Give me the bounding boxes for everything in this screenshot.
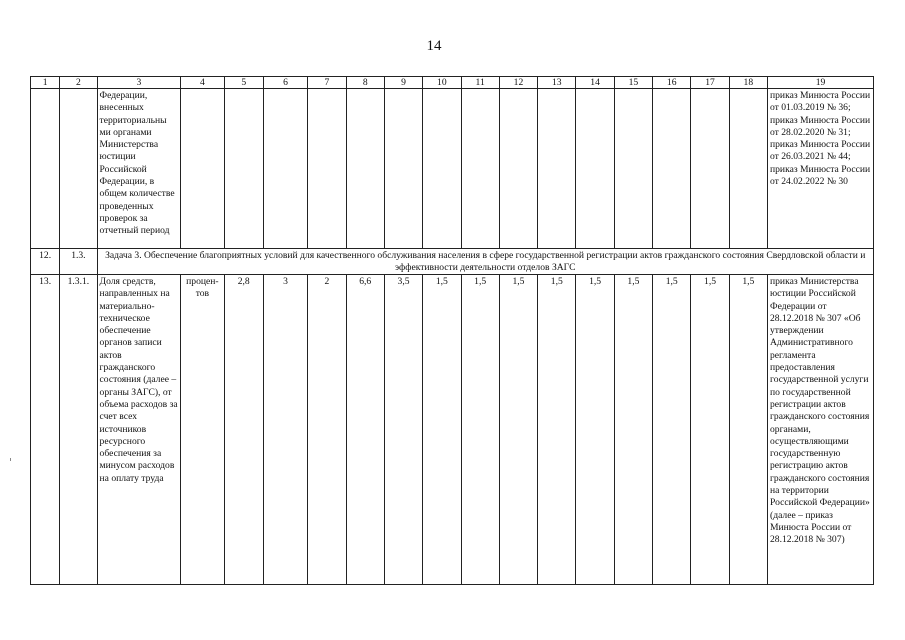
header-cell: 5 [224, 77, 263, 89]
header-cell: 2 [60, 77, 97, 89]
header-cell: 17 [691, 77, 729, 89]
value-cell: 3 [263, 275, 307, 585]
header-cell: 14 [576, 77, 614, 89]
value-cell: 2 [308, 275, 346, 585]
task-row [31, 249, 874, 275]
section-number-cell: 1.3.1. [60, 275, 97, 585]
value-cell: 1,5 [423, 275, 461, 585]
header-cell: 18 [729, 77, 767, 89]
value-cell: 1,5 [729, 275, 767, 585]
indicator-name-cell: Доля средств, направленных на материально-техническое обеспечение органов записи актов гражданского состояния (далее – органы ЗАГС), от объема расходов за счет всех источников ресурсного обеспечения за минусом расходов на оплату труда [97, 275, 181, 585]
value-cell: 1,5 [576, 275, 614, 585]
header-cell: 15 [614, 77, 652, 89]
value-cell: 1,5 [461, 275, 499, 585]
value-cell: 3,5 [384, 275, 422, 585]
value-cell: 1,5 [499, 275, 537, 585]
value-cell: 1,5 [614, 275, 652, 585]
row-number-cell: 13. [31, 275, 60, 585]
indicator-name-cell: Федерации, внесенных территориальны ми органами Министерства юстиции Российской Федерации, в общем количестве проведенных проверок за отчетный период [97, 89, 181, 249]
unit-cell: процен-тов [181, 275, 224, 585]
row-number-cell: 12. [31, 249, 60, 275]
header-cell: 11 [461, 77, 499, 89]
header-cell: 12 [499, 77, 537, 89]
source-cell: приказ Минюста России от 01.03.2019 № 36; приказ Минюста России от 28.02.2020 № 31; приказ Минюста России от 26.03.2021 № 44; приказ Минюста России от 24.02.2022 № 30 [768, 89, 874, 249]
value-cell: 1,5 [691, 275, 729, 585]
scan-mark [10, 458, 11, 461]
header-cell: 8 [346, 77, 384, 89]
value-cell: 1,5 [538, 275, 576, 585]
page-number: 14 [426, 38, 442, 54]
header-cell: 9 [384, 77, 422, 89]
header-cell: 7 [308, 77, 346, 89]
source-cell: приказ Министерства юстиции Российской Федерации от 28.12.2018 № 307 «Об утверждении Административного регламента предоставления государственной услуги по государственной регистрации актов гражданского состояния органами, осуществляющими государственную регистрацию актов гражданского состояния на территории Российской Федерации» (далее – приказ Минюста России от 28.12.2018 № 307) [768, 275, 874, 585]
header-cell: 6 [263, 77, 307, 89]
header-cell: 13 [538, 77, 576, 89]
header-cell: 4 [181, 77, 224, 89]
table-row-13 [31, 275, 874, 585]
value-cell: 6,6 [346, 275, 384, 585]
header-cell: 10 [423, 77, 461, 89]
header-cell: 16 [653, 77, 691, 89]
header-cell: 1 [31, 77, 60, 89]
value-cell: 1,5 [653, 275, 691, 585]
header-cell: 19 [768, 77, 874, 89]
section-number-cell: 1.3. [60, 249, 97, 275]
table-row-continuation [31, 89, 874, 249]
header-cell: 3 [97, 77, 181, 89]
value-cell: 2,8 [224, 275, 263, 585]
indicators-table [30, 76, 874, 585]
task-text-cell: Задача 3. Обеспечение благоприятных условий для качественного обслуживания населения в сфере государственной регистрации актов гражданского состояния Свердловской области и эффективности деятельности отделов ЗАГС [97, 249, 873, 275]
header-row [31, 77, 874, 89]
